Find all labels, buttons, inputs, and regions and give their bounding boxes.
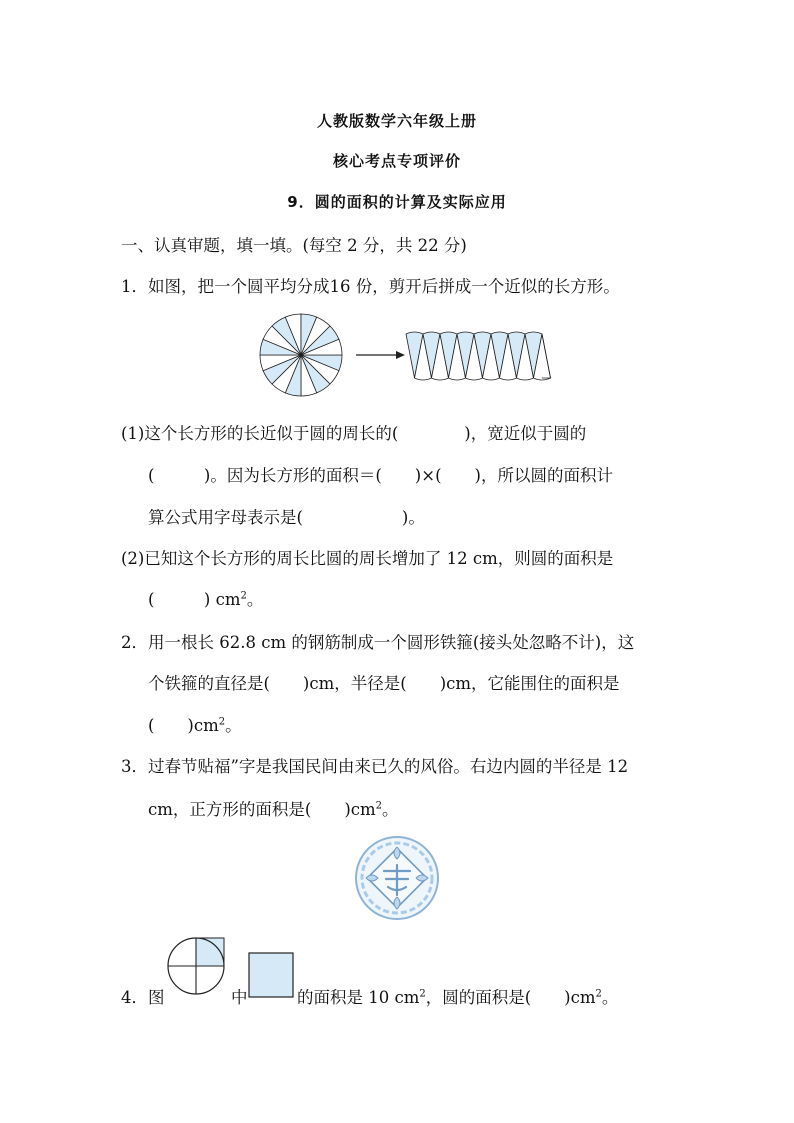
- arrow-head: [396, 351, 405, 359]
- doc-section-title: 9．圆的面积的计算及实际应用: [287, 193, 507, 211]
- question-3-line-2: cm，正方形的面积是( )$cm^2$。: [148, 800, 399, 819]
- doc-title: 人教版数学六年级上册: [316, 112, 477, 130]
- question-1-stem: 1．如图，把一个圆平均分成16 份，剪开后拼成一个近似的长方形。: [121, 277, 620, 296]
- question-4-mid: 中: [231, 988, 248, 1007]
- rearranged-rectangle: [406, 332, 551, 380]
- question-1-part-1-line-1: (1)这个长方形的长近似于圆的周长的( )，宽近似于圆的: [121, 424, 587, 443]
- doc-subtitle: 核心考点专项评价: [332, 152, 461, 170]
- fu-emblem-image: [354, 835, 440, 921]
- question-1-part-2-line-2: ( ) $cm^2$。: [148, 590, 264, 609]
- question-1-part-2-line-1: (2)已知这个长方形的周长比圆的周长增加了 12 cm，则圆的面积是: [121, 549, 614, 568]
- question-2-line-3: ( )$cm^2$。: [148, 716, 242, 735]
- question-1-part-1-line-3: 算公式用字母表示是( )。: [148, 508, 425, 527]
- quarter-circle-in-square-figure: [166, 936, 228, 998]
- divided-circle: [260, 314, 342, 396]
- section-heading: 一、认真审题，填一填。(每空 2 分，共 22 分): [121, 236, 467, 255]
- question-3-line-1: 3．过春节贴福”字是我国民间由来已久的风俗。右边内圆的半径是 12: [121, 757, 629, 776]
- question-2-line-1: 2．用一根长 62.8 cm 的钢筋制成一个圆形铁箍(接头处忽略不计)，这: [121, 633, 635, 652]
- question-4-text: 的面积是 10 $cm^2$，圆的面积是( )$cm^2$。: [297, 988, 619, 1007]
- question-1-part-1-line-2: ( )。因为长方形的面积＝( )×( )，所以圆的面积计: [148, 466, 613, 485]
- question-4-prefix: 4．图: [121, 988, 165, 1007]
- question-2-line-2: 个铁箍的直径是( )cm，半径是( )cm，它能围住的面积是: [148, 674, 620, 693]
- circle-sectors-figure: [258, 312, 558, 398]
- square-figure: [248, 952, 294, 998]
